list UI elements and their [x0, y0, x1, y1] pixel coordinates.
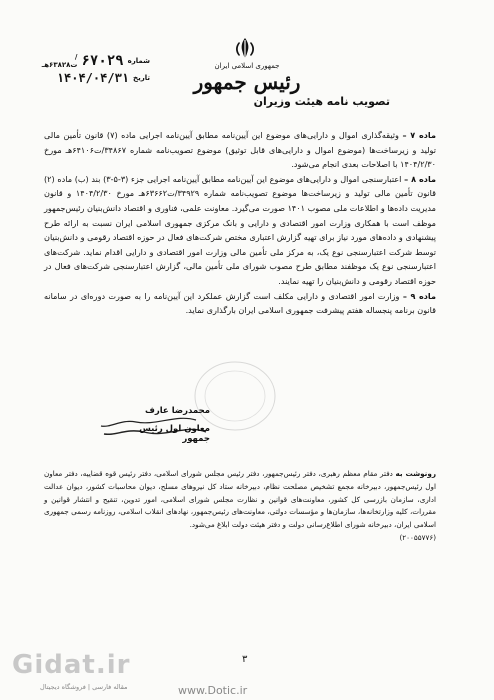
iran-emblem-icon — [229, 36, 261, 62]
date-label: تاریخ — [133, 73, 150, 82]
document-meta — [40, 52, 150, 86]
republic-title: جمهوری اسلامی ایران — [214, 62, 280, 70]
watermark-tagline: مقاله فارسی | فروشگاه دیجیتال — [40, 683, 128, 691]
article-8: ماده ۸ – اعتبارسنجی اموال و دارایی‌های موضوع این آیین‌نامه مطابق آیین‌نامه اجرایی جزء (۳-۵-۳) بند (ب) ماده (۲) قانون تأمین مالی تولید و زیرساخت‌ها موضوع تصویب‌نامه شماره ۳۴۹۲۹/ت۶۳۶۶۲هـ مورخ ۱۴۰۴/۲/۳۰ و قانون مدیریت داده‌ها و اطلاعات ملی مصوب ۱۴۰۱ صورت می‌گیرد. معاونت علمی، فناوری و اقتصاد دانش‌بنیان رئیس‌جمهور موظف است با همکاری وزارت امور اقتصادی و دارایی و بانک مرکزی جمهوری اسلامی ایران نسبت به ارائه طرح پیشنهادی و داده‌های مورد نیاز برای تهیه گزارش اعتباری مختص شرکت‌های فعال در حوزه اقتصاد رقومی و دانش‌بنیان توسط شرکت اعتبارسنجی نوع یک، به مرکز ملی تأمین مالی وزارت امور اقتصادی و دارایی اقدام نماید. شرکت‌های اعتبارسنجی نوع یک موظفند مطابق طرح مصوب شورای ملی تأمین مالی، گزارش اعتبارسنجی شرکت‌های فعال در حوزه اقتصاد رقومی و دانش‌بنیان را تهیه نمایند. — [44, 173, 436, 286]
copies-text: دفتر مقام معظم رهبری، دفتر رئیس‌جمهور، دفتر رئیس مجلس شورای اسلامی، دفتر رئیس قوه قضاییه، دفتر معاون اول رئیس‌جمهور، دبیرخانه مجمع تشخیص مصلحت نظام، دبیرخانه ستاد کل نیروهای مسلح، دیوان محاسبات کشور، دیوان عدالت اداری، سازمان بازرسی کل کشور، معاونت‌های قوانین و نظارت مجلس شورای اسلامی، امور تدوین، تنقیح و انتشار قوانین و مقررات، کلیه وزارتخانه‌ها، سازمان‌ها و مؤسسات دولتی، معاونت‌های رئیس‌جمهور، نهادهای انقلاب اسلامی، روزنامه رسمی جمهوری اسلامی ایران، دبیرخانه شورای اطلاع‌رسانی دولت و دفتر هیئت دولت ابلاغ می‌شود. — [44, 469, 436, 530]
signature-block — [110, 406, 210, 444]
document-ref: /ت۶۳۸۲۸هـ — [41, 52, 78, 69]
copies-list — [44, 468, 436, 545]
document-date: ۱۴۰۴/۰۴/۳۱ — [56, 70, 130, 85]
article-7: ماده ۷ – وثیقه‌گذاری اموال و دارایی‌های موضوع این آیین‌نامه مطابق آیین‌نامه اجرایی ماده (۷) قانون تأمین مالی تولید و زیرساخت‌ها (موضوع اموال و دارایی‌های قابل توثیق) موضوع تصویب‌نامه شماره ۳۴۸۶۷/ت۶۴۱۰۶هـ مورخ ۱۴۰۴/۲/۳۰ با اصلاحات بعدی انجام می‌شود. — [44, 130, 436, 170]
page-number: ۳ — [242, 654, 248, 665]
document-number: ۶۷۰۲۹ — [81, 52, 124, 69]
watermark-brand: Gidat.ir — [12, 650, 131, 680]
copies-code: (۲۰۰۵۵۷۷۶) — [399, 532, 436, 542]
document-body — [44, 128, 436, 318]
signatory-title: معاون اول رئیس جمهور — [139, 424, 210, 444]
document-subtitle: تصویب نامه هیئت وزیران — [253, 95, 390, 108]
number-label: شماره — [127, 56, 150, 65]
office-title: رئیس جمهور — [193, 70, 301, 94]
signatory-name: محمدرضا عارف — [144, 406, 210, 416]
copies-label: رونوشت به — [395, 469, 436, 478]
article-9: ماده ۹ – وزارت امور اقتصادی و دارایی مکلف است گزارش عملکرد این آیین‌نامه را به صورت دوره‌ای در سامانه قانون برنامه پنجساله هفتم پیشرفت جمهوری اسلامی ایران بارگذاری نماید. — [44, 290, 436, 316]
watermark-url: www.Dotic.ir — [178, 684, 248, 697]
